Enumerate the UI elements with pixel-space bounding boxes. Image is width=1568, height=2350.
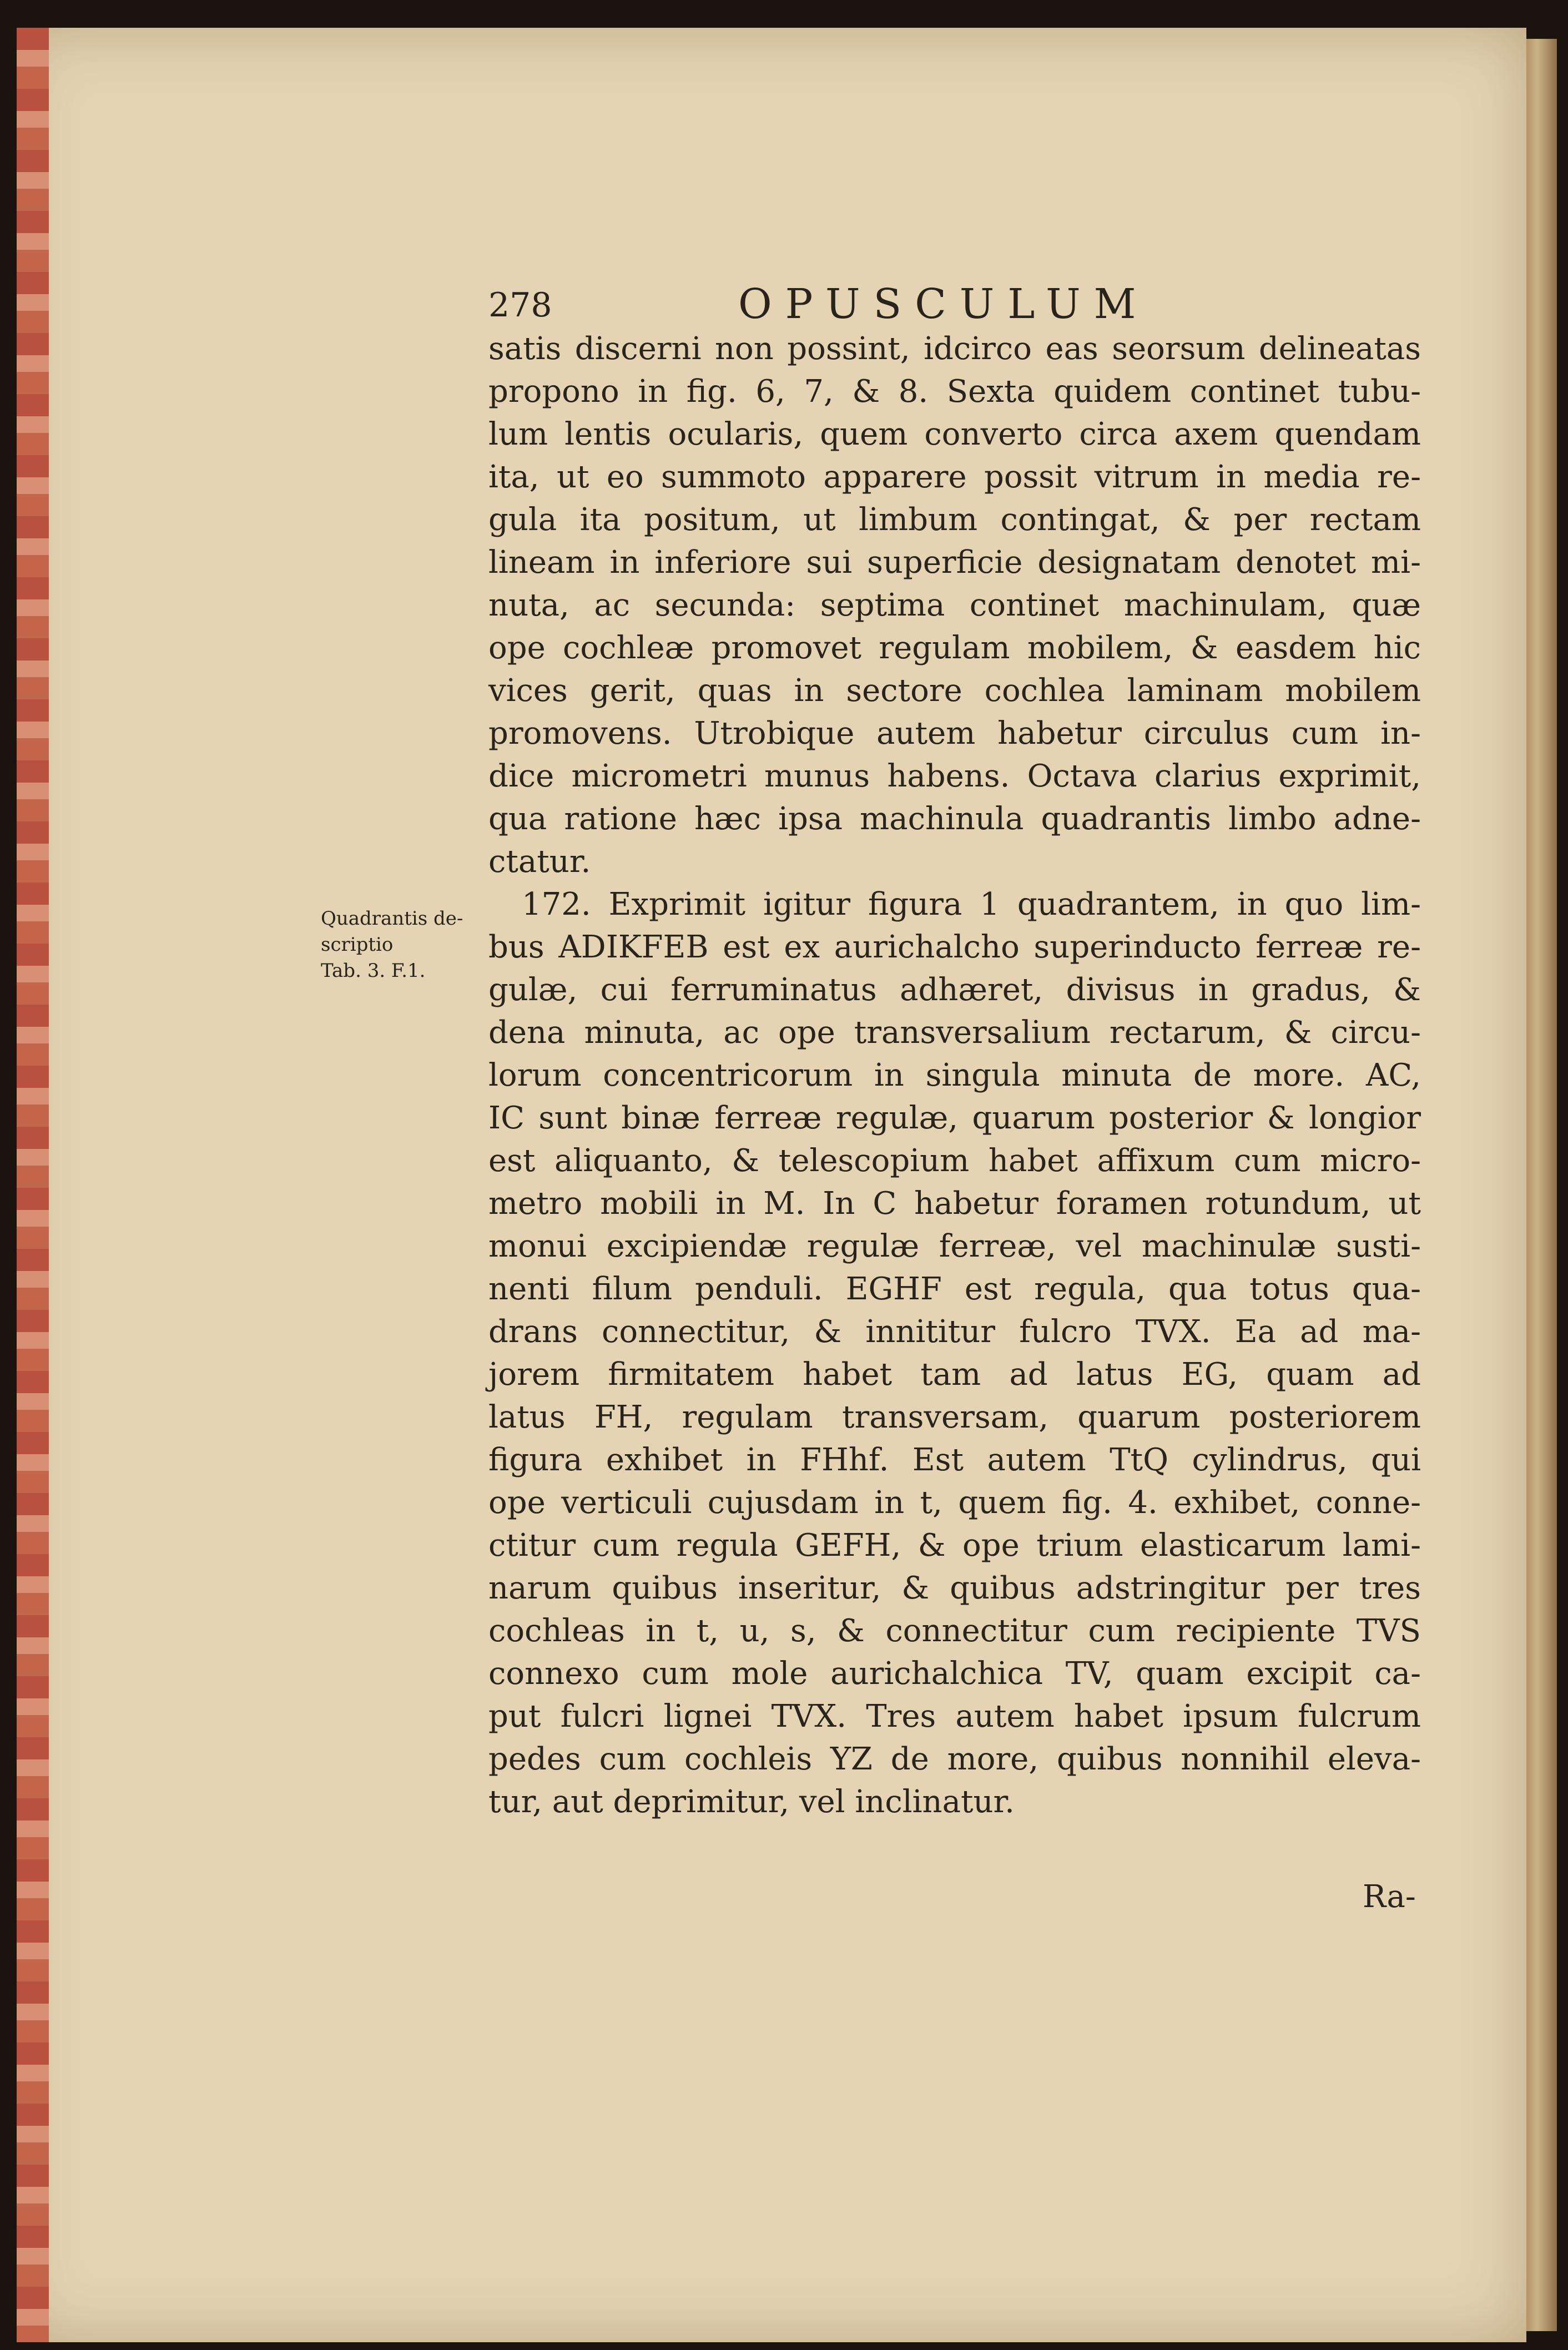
text-line: dice micrometri munus habens. Octava clarius exprimit, [488, 758, 1421, 794]
text-line: cochleas in t, u, s, & connectitur cum recipiente TVS [488, 1613, 1421, 1649]
text-line: ctatur. [488, 844, 591, 880]
body-text [488, 327, 1421, 1823]
text-line: nuta, ac secunda: septima continet machinulam, quæ [488, 587, 1421, 623]
text-line: metro mobili in M. In C habetur foramen rotundum, ut [488, 1186, 1421, 1222]
paragraph-172-start: 172. Exprimit igitur figura 1 quadrantem, in quo lim- [522, 886, 1421, 922]
page-number: 278 [488, 286, 552, 325]
text-line: qua ratione hæc ipsa machinula quadrantis limbo adne- [488, 801, 1421, 837]
text-line: ita, ut eo summoto apparere possit vitrum in media re- [488, 459, 1421, 495]
margin-note-line: Tab. 3. F.1. [321, 960, 426, 982]
text-line: latus FH, regulam transversam, quarum posteriorem [488, 1399, 1421, 1435]
text-line: ope cochleæ promovet regulam mobilem, & easdem hic [488, 630, 1421, 666]
text-line: ctitur cum regula GEFH, & ope trium elasticarum lami- [488, 1527, 1421, 1564]
text-line: gula ita positum, ut limbum contingat, & per rectam [488, 502, 1421, 538]
text-line: bus ADIKFEB est ex aurichalcho superinducto ferreæ re- [488, 929, 1421, 965]
text-line: ope verticuli cujusdam in t, quem fig. 4. exhibet, conne- [488, 1485, 1421, 1521]
text-line: dena minuta, ac ope transversalium rectarum, & circu- [488, 1015, 1421, 1051]
margin-note-line: Quadrantis de- [321, 907, 463, 930]
margin-note [321, 906, 482, 984]
text-line: drans connectitur, & innititur fulcro TVX. Ea ad ma- [488, 1314, 1421, 1350]
text-line: narum quibus inseritur, & quibus adstringitur per tres [488, 1570, 1421, 1606]
text-line: gulæ, cui ferruminatus adhæret, divisus in gradus, & [488, 972, 1421, 1008]
text-line: lineam in inferiore sui superficie designatam denotet mi- [488, 544, 1421, 581]
page-block-edge [1524, 39, 1557, 2331]
running-head: OPUSCULUM [738, 280, 1149, 328]
margin-note-line: scriptio [321, 934, 394, 956]
catchword: Ra- [1363, 1879, 1416, 1915]
text-line: propono in fig. 6, 7, & 8. Sexta quidem continet tubu- [488, 374, 1421, 410]
text-line: figura exhibet in FHhf. Est autem TtQ cylindrus, qui [488, 1442, 1421, 1478]
text-line: lorum concentricorum in singula minuta de more. AC, [488, 1057, 1421, 1093]
text-line: promovens. Utrobique autem habetur circulus cum in- [488, 715, 1421, 752]
red-page-edge [17, 28, 49, 2342]
text-line: vices gerit, quas in sectore cochlea laminam mobilem [488, 673, 1421, 709]
text-line: monui excipiendæ regulæ ferreæ, vel machinulæ susti- [488, 1228, 1421, 1264]
text-line: est aliquanto, & telescopium habet affixum cum micro- [488, 1143, 1421, 1179]
text-line: satis discerni non possint, idcirco eas seorsum delineatas [488, 331, 1421, 367]
text-line: tur, aut deprimitur, vel inclinatur. [488, 1784, 1015, 1820]
text-line: put fulcri lignei TVX. Tres autem habet ipsum fulcrum [488, 1698, 1421, 1734]
text-line: IC sunt binæ ferreæ regulæ, quarum posterior & longior [488, 1100, 1421, 1136]
text-line: pedes cum cochleis YZ de more, quibus nonnihil eleva- [488, 1741, 1421, 1777]
text-line: nenti filum penduli. EGHF est regula, qua totus qua- [488, 1271, 1421, 1307]
text-line: lum lentis ocularis, quem converto circa axem quendam [488, 416, 1421, 452]
text-line: connexo cum mole aurichalchica TV, quam excipit ca- [488, 1656, 1421, 1692]
text-line: jorem firmitatem habet tam ad latus EG, quam ad [488, 1356, 1421, 1393]
